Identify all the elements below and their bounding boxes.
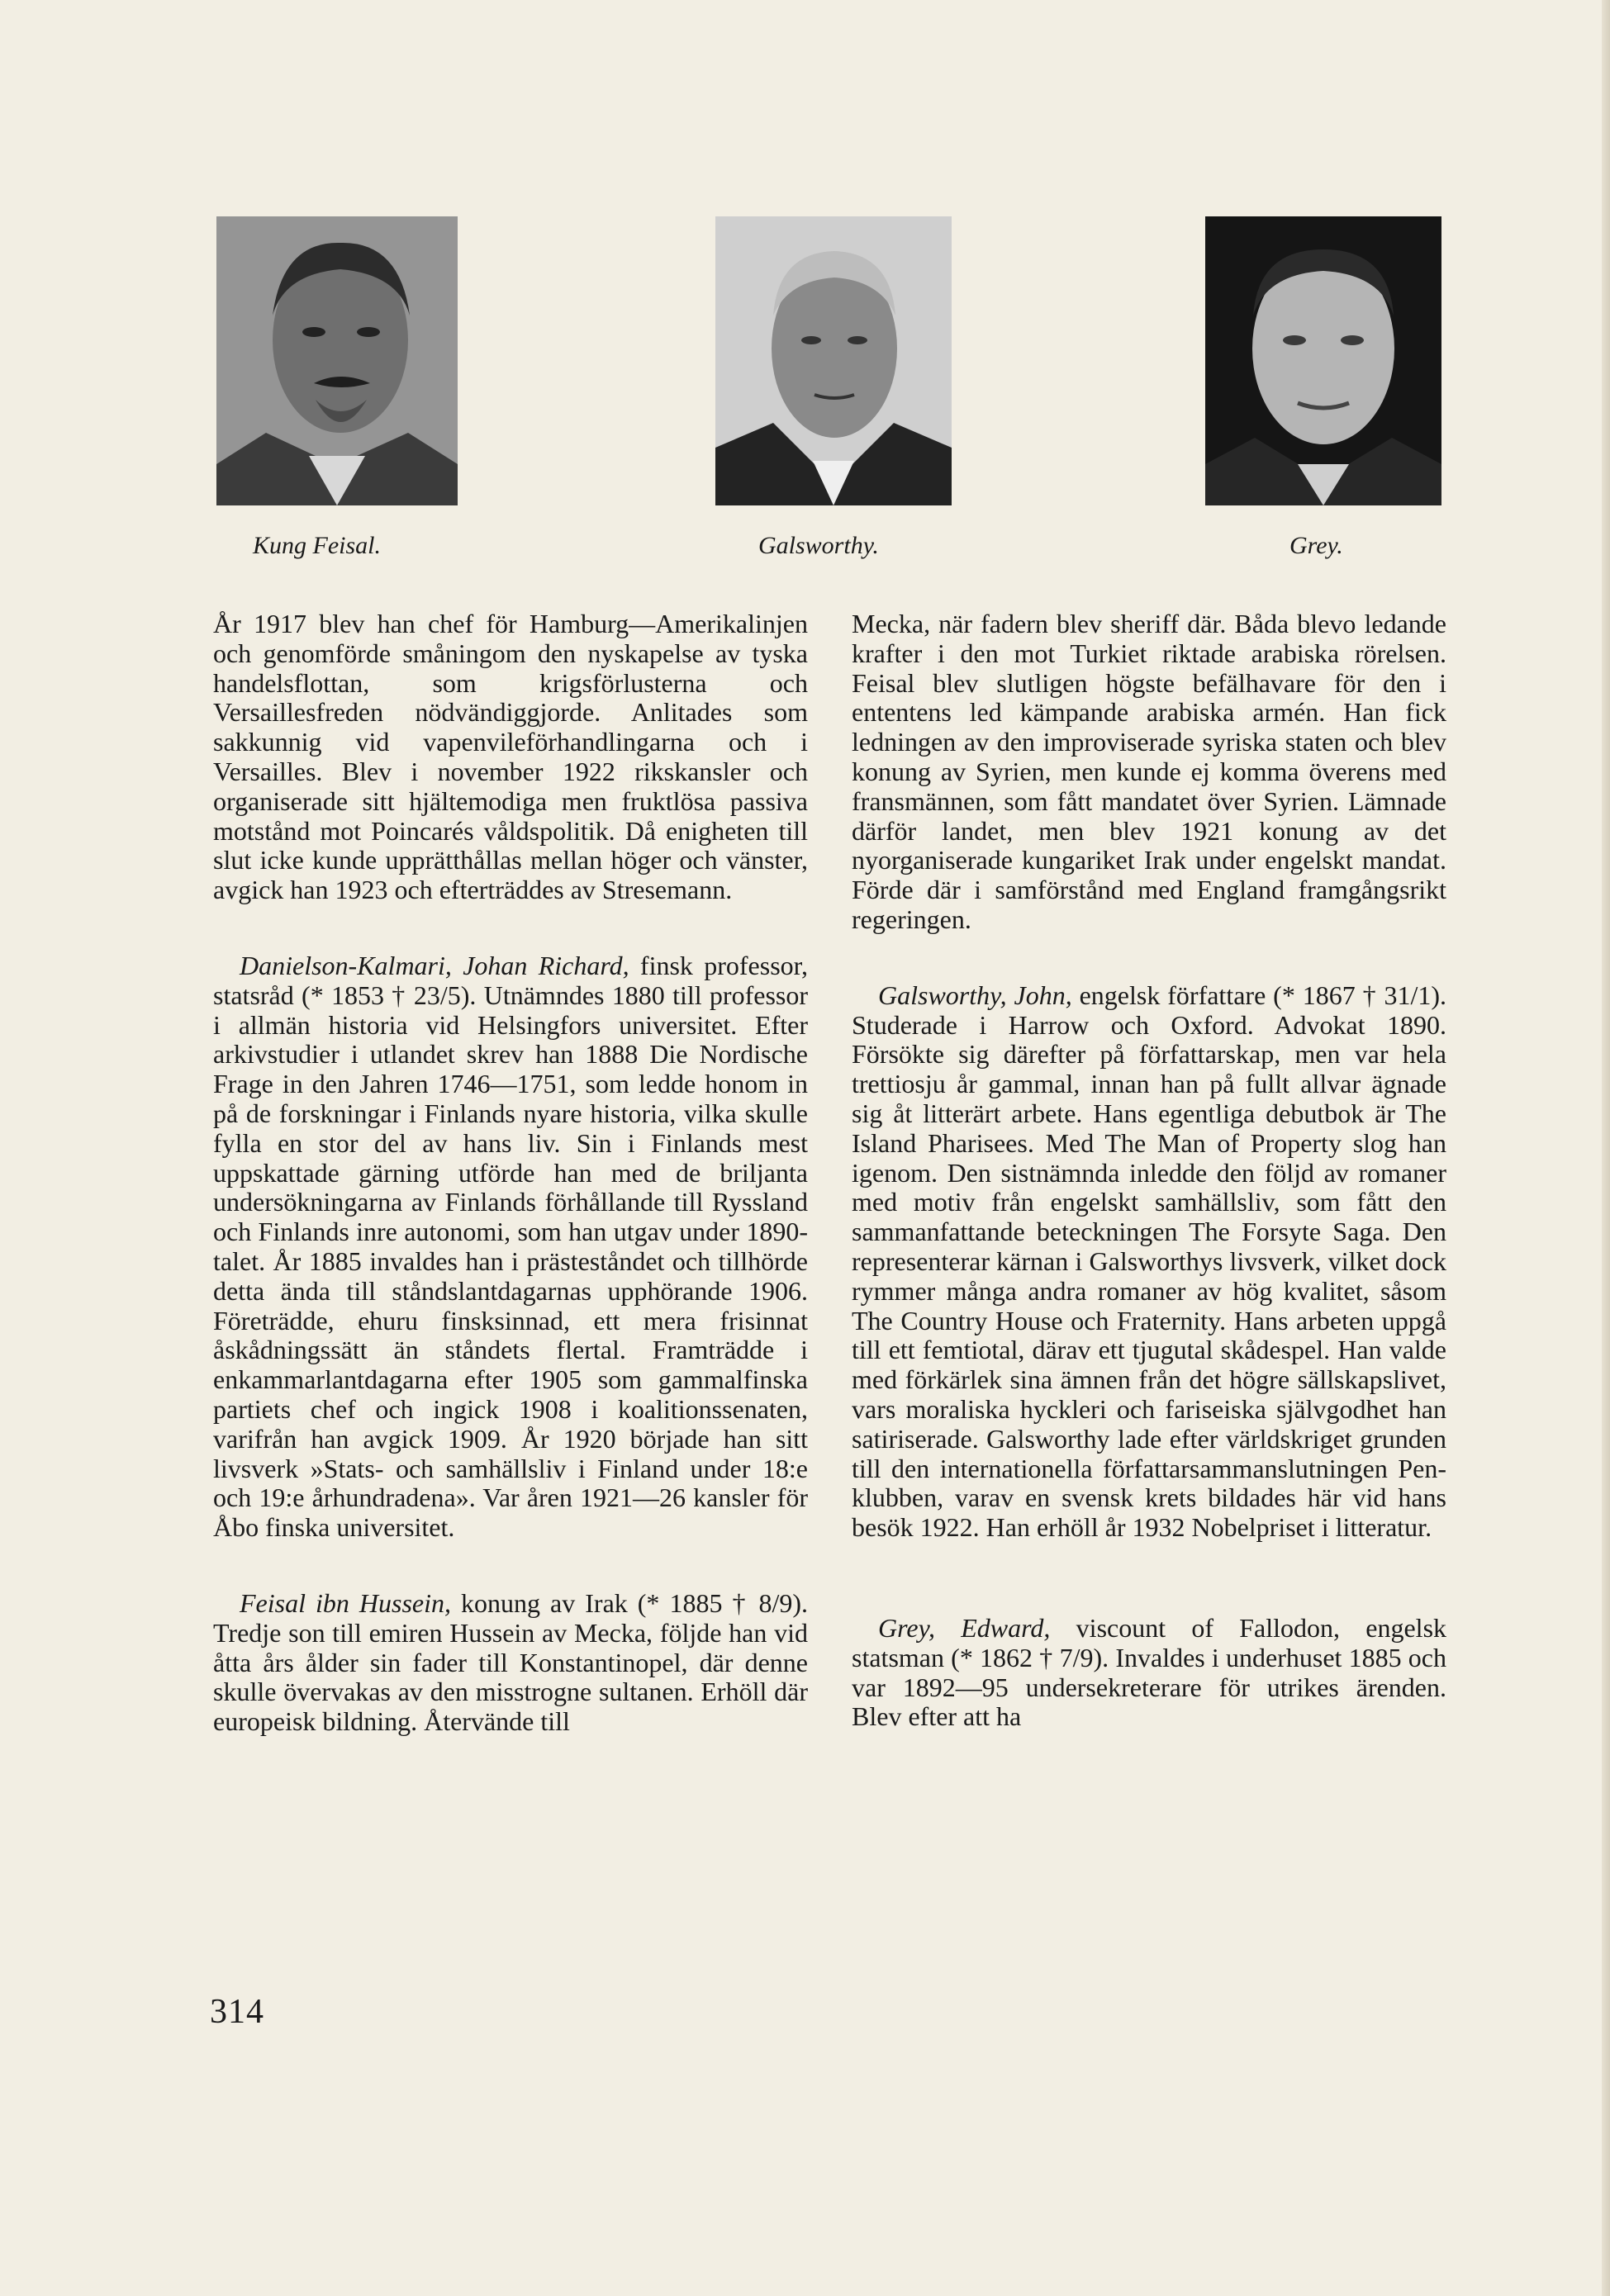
- portrait-galsworthy: [715, 216, 952, 505]
- entry-text-galsworthy: engelsk författare (* 1867 † 31/1). Studerade i Harrow och Oxford. Advokat 1890. Försökte sig därefter på författarskap, men var hela trettiosju år gammal, innan han på fullt allvar ägnade sig åt litterärt arbete. Hans egentliga debutbok är The Island Pharisees. Med The Man of Property slog han igenom. Den sistnämnda inledde den följd av romaner med motiv från engelskt samhällsliv, som fått den sammanfattande beteckningen The Forsyte Saga. Den representerar kärnan i Galsworthys livsverk, vilket dock rymmer många andra romaner av hög kvalitet, såsom The Country House och Fraternity. Hans arbeten uppgå till ett femtiotal, därav ett tjugutal skådespel. Han valde med förkärlek sina ämnen från det högre sällskapslivet, vars moraliska hyckleri och fariseiska självgodhet han satiriserade. Galsworthy lade efter världskriget grunden till den internationella författarsammanslutningen Pen-klubben, varav en svensk krets bildades här vid hans besök 1922. Han erhöll år 1932 Nobelpriset i litteratur.: [852, 980, 1446, 1543]
- entry-text-feisal: konung av Irak (* 1885 † 8/9). Tredje son till emiren Hussein av Mecka, följde han vid åtta års ålder sin fader till Konstantinopel, där denne skulle övervakas av den misstrogne sultanen. Erhöll där europeisk bildning. Återvände till: [213, 1587, 809, 1737]
- portrait-grey: [1205, 216, 1441, 505]
- right-column: [852, 610, 1446, 1732]
- left-column: [213, 610, 808, 1737]
- caption-grey: Grey.: [1289, 532, 1343, 559]
- paragraph-feisal-continuation: Mecka, när fadern blev sheriff där. Båda blevo ledande krafter i den mot Turkiet riktade arabiska rörelsen. Feisal blev slutligen högste befälhavare för den i ententens led kämpande arabiska armén. Han fick ledningen av den improviserade syriska staten och blev konung av Syrien, men kunde ej komma överens med fransmännen, som fått mandatet över Syrien. Lämnade därför landet, men blev 1921 konung av det nyorganiserade kungariket Irak under engelskt mandat. Förde där i samförstånd med England framgångsrikt regeringen.: [852, 609, 1446, 934]
- paragraph-cuno-continuation: År 1917 blev han chef för Hamburg—Amerikalinjen och genomförde småningom den nyskapelse av tyska handelsflottan, som krigsförlusterna och Versaillesfreden nödvändiggjorde. Anlitades som sakkunnig vid vapenvileförhandlingarna och i Versailles. Blev i november 1922 rikskansler och organiserade sitt hjältemodiga men fruktlösa passiva motstånd mot Poincarés våldspolitik. Då enigheten till slut icke kunde upprätthållas mellan höger och vänster, avgick han 1923 och efterträddes av Stresemann.: [213, 609, 808, 905]
- entry-text-grey: viscount of Fallodon, engelsk statsman (* 1862 † 7/9). Invaldes i underhuset 1885 och var 1892—95 undersekreterare för utrikes ärenden. Blev efter att ha: [852, 1612, 1447, 1732]
- entry-name-feisal: Feisal ibn Hussein,: [240, 1587, 452, 1618]
- entry-grey: [852, 1614, 1446, 1732]
- portrait-feisal: [216, 216, 458, 505]
- page-edge: [1602, 0, 1610, 2296]
- entry-galsworthy: [852, 981, 1446, 1543]
- entry-name-grey: Grey, Edward,: [878, 1612, 1051, 1643]
- caption-galsworthy: Galsworthy.: [758, 532, 879, 559]
- caption-feisal: Kung Feisal.: [253, 532, 381, 559]
- entry-name-danielson: Danielson-Kalmari, Johan Richard,: [240, 950, 629, 980]
- page-number: 314: [210, 1993, 264, 2031]
- entry-feisal: [213, 1589, 808, 1737]
- entry-name-galsworthy: Galsworthy, John,: [878, 980, 1072, 1010]
- entry-text-danielson: finsk professor, statsråd (* 1853 † 23/5). Utnämndes 1880 till professor i allmän historia vid Helsingfors universitet. Efter arkivstudier i utlandet skrev han 1888 Die Nordische Frage in den Jahren 1746—1751, som ledde honom in på de forskningar i Finlands nyare historia, vilka skulle fylla en stor del av hans liv. Sin i Finlands mest uppskattade gärning utförde han med de briljanta undersökningarna av Finlands förhållande till Ryssland och Finlands inre autonomi, som han utgav under 1890-talet. År 1885 invaldes han i prästeståndet och tillhörde detta ända till ståndslantdagarnas upphörande 1906. Företrädde, ehuru finsksinnad, ett mera frisinnat åskådningssätt än ståndets flertal. Framträdde i enkammarlantdagarna efter 1905 som gammalfinska partiets chef och ingick 1908 i koalitionssenaten, varifrån han avgick 1909. År 1920 började han sitt livsverk »Stats- och samhällsliv i Finland under 18:e och 19:e århundradena». Var åren 1921—26 kansler för Åbo finska universitet.: [213, 950, 809, 1543]
- entry-danielson-kalmari: [213, 951, 808, 1543]
